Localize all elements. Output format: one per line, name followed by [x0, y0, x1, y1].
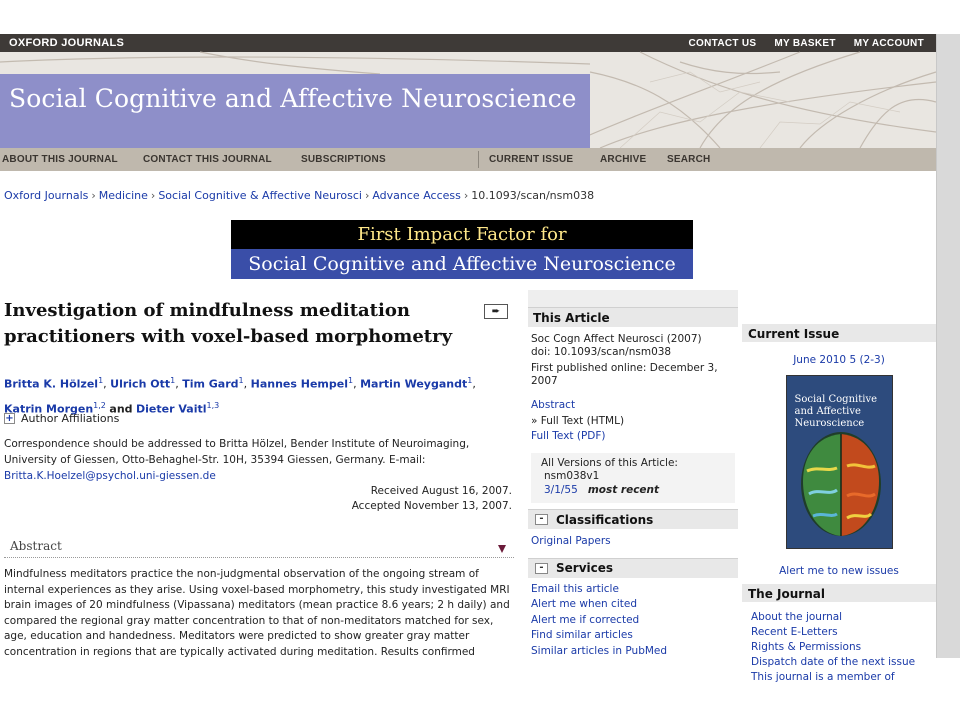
- article-title: Investigation of mindfulness meditation practitioners with voxel-based morphometry: [4, 300, 453, 347]
- doi: doi: 10.1093/scan/nsm038: [531, 346, 672, 358]
- email-article-link[interactable]: Email this article: [531, 582, 619, 595]
- classifications-heading[interactable]: [528, 509, 738, 529]
- alert-new-issues-link[interactable]: Alert me to new issues: [779, 565, 899, 577]
- recent-eletters-link[interactable]: Recent E-Letters: [751, 626, 838, 638]
- main-nav: [0, 148, 936, 171]
- my-basket-link[interactable]: MY BASKET: [774, 38, 836, 49]
- breadcrumb-medicine[interactable]: Medicine: [98, 189, 148, 202]
- author-affil-number: 1: [467, 376, 473, 385]
- author-link[interactable]: Ulrich Ott: [110, 377, 171, 391]
- versions-label: All Versions of this Article:: [541, 456, 678, 469]
- top-bar: [0, 34, 936, 52]
- correspondence: [4, 436, 514, 484]
- received-date: Received August 16, 2007.: [370, 485, 512, 497]
- impact-factor-banner[interactable]: [231, 220, 693, 279]
- author-affil-number: 1: [238, 376, 244, 385]
- journal-cover-image[interactable]: [786, 375, 893, 549]
- brain-illustration: [787, 376, 894, 550]
- version-note: most recent: [587, 483, 660, 496]
- abstract-divider: [4, 557, 514, 558]
- nav-subscriptions[interactable]: SUBSCRIPTIONS: [301, 154, 386, 165]
- full-text-html-current: » Full Text (HTML): [531, 414, 625, 427]
- version-id: nsm038v1: [544, 470, 600, 482]
- author-link[interactable]: Britta K. Hölzel: [4, 377, 99, 391]
- account-links: [689, 38, 924, 49]
- current-issue-link[interactable]: June 2010 5 (2-3): [793, 354, 885, 366]
- article-tools-column: [528, 290, 738, 659]
- minus-icon[interactable]: -: [535, 563, 548, 574]
- alert-cited-link[interactable]: Alert me when cited: [531, 598, 637, 610]
- cover-title: Social Cognitive and Affective Neuroscience: [794, 394, 878, 429]
- author-list: Britta K. Hölzel$^1$, Ulrich Ott$^1$, Tim Gard$^1$, Hannes Hempel$^1$, Martin Weygandt$^1$, Katrin Morgen$^{1,2}$ and Dieter Vaitl$^{1,3}$: [4, 376, 476, 416]
- author-email-link[interactable]: Britta.K.Hoelzel@psychol.uni-giessen.de: [4, 470, 216, 482]
- article-dates: [352, 484, 512, 514]
- plus-icon[interactable]: +: [5, 413, 14, 424]
- author-affiliations-toggle[interactable]: [4, 412, 119, 425]
- services-heading[interactable]: [528, 558, 738, 578]
- version-row: [541, 484, 735, 498]
- author-link[interactable]: Dieter Vaitl: [136, 402, 207, 416]
- correspondence-text: Correspondence should be addressed to Britta Hölzel, Bender Institute of Neuroimaging, University of Giessen, Otto-Behaghel-Str. 10H, 35394 Giessen, Germany. E-mail:: [4, 438, 470, 466]
- journal-title-box: [0, 74, 590, 148]
- journal-title[interactable]: Social Cognitive and Affective Neuroscience: [9, 84, 577, 113]
- author-affil-number: 1: [348, 376, 354, 385]
- author-affiliations-label[interactable]: Author Affiliations: [21, 412, 120, 425]
- my-account-link[interactable]: MY ACCOUNT: [853, 38, 924, 49]
- nav-about-journal[interactable]: ABOUT THIS JOURNAL: [2, 154, 118, 165]
- oxford-journals-logo[interactable]: OXFORD JOURNALS: [9, 37, 125, 49]
- nav-contact-journal[interactable]: CONTACT THIS JOURNAL: [143, 154, 272, 165]
- find-similar-link[interactable]: Find similar articles: [531, 629, 633, 641]
- journal-links: [742, 610, 936, 685]
- breadcrumb-oxford-journals[interactable]: Oxford Journals: [4, 189, 89, 202]
- accepted-date: Accepted November 13, 2007.: [351, 500, 512, 512]
- current-issue-heading: Current Issue: [742, 324, 936, 344]
- services-links: [528, 582, 738, 660]
- version-date-link[interactable]: 3/1/55: [544, 483, 578, 496]
- services-label: Services: [556, 561, 614, 575]
- dispatch-date-link[interactable]: Dispatch date of the next issue: [751, 656, 916, 668]
- journal-member-link[interactable]: This journal is a member of: [751, 671, 895, 683]
- nav-current-issue[interactable]: CURRENT ISSUE: [489, 154, 574, 165]
- citation: Soc Cogn Affect Neurosci (2007): [531, 333, 702, 345]
- author-link[interactable]: Katrin Morgen: [4, 402, 94, 416]
- author-link[interactable]: Hannes Hempel: [250, 377, 348, 391]
- share-arrow-icon[interactable]: ➨: [484, 304, 508, 319]
- minus-icon[interactable]: -: [535, 514, 548, 525]
- nav-divider: [478, 151, 479, 168]
- promo-line-1: First Impact Factor for: [231, 220, 693, 249]
- abstract-text: Mindfulness meditators practice the non-judgmental observation of the ongoing stream of internal experiences as they arise. Using voxel-based morphometry, this study investigated MRI brain images of 20 mindfulness (Vipassana) meditators (mean practice 8.6 years; 2 h daily) and compared the regional gray matter concentration to that of non-meditators matched for sex, age, education and handedness. Meditators were predicted to show greater gray matter concentration in regions that are typically activated during meditation. Results confirmed: [4, 568, 510, 658]
- full-text-pdf-link[interactable]: Full Text (PDF): [531, 430, 606, 442]
- breadcrumb: Oxford Journals › Medicine › Social Cognitive & Affective Neurosci › Advance Access › 10.1093/scan/nsm038: [4, 189, 595, 202]
- about-journal-link[interactable]: About the journal: [751, 611, 843, 623]
- article-format-links: [528, 398, 738, 445]
- abstract-link[interactable]: Abstract: [531, 399, 576, 411]
- first-published: First published online: December 3, 2007: [531, 362, 718, 387]
- author-affil-number: 1: [98, 376, 104, 385]
- triangle-down-icon[interactable]: [498, 545, 506, 553]
- original-papers-link[interactable]: Original Papers: [531, 535, 611, 547]
- author-link[interactable]: Martin Weygandt: [360, 377, 468, 391]
- breadcrumb-advance-access[interactable]: Advance Access: [372, 189, 461, 202]
- author-and: and: [109, 402, 133, 416]
- author-affil-number: 1: [170, 376, 176, 385]
- nav-search[interactable]: SEARCH: [667, 154, 711, 165]
- promo-line-2: Social Cognitive and Affective Neuroscience: [231, 249, 693, 279]
- breadcrumb-doi: 10.1093/scan/nsm038: [471, 189, 595, 202]
- browser-viewport: [0, 34, 936, 683]
- citation-block: [528, 333, 738, 388]
- nav-archive[interactable]: ARCHIVE: [600, 154, 647, 165]
- page-scrollbar[interactable]: [936, 34, 960, 658]
- column-spacer: [528, 290, 738, 307]
- article-versions: [531, 453, 735, 504]
- contact-us-link[interactable]: CONTACT US: [688, 38, 757, 49]
- rights-permissions-link[interactable]: Rights & Permissions: [751, 641, 862, 653]
- author-link[interactable]: Tim Gard: [182, 377, 239, 391]
- abstract-heading: Abstract: [10, 539, 62, 553]
- breadcrumb-journal[interactable]: Social Cognitive & Affective Neurosci: [158, 189, 362, 202]
- journal-banner: [0, 52, 936, 148]
- the-journal-heading: The Journal: [742, 584, 936, 604]
- this-article-heading: This Article: [528, 307, 738, 327]
- similar-pubmed-link[interactable]: Similar articles in PubMed: [531, 644, 668, 657]
- classifications-label: Classifications: [556, 512, 654, 527]
- alert-corrected-link[interactable]: Alert me if corrected: [531, 613, 640, 626]
- author-affil-number: 1,2: [93, 400, 106, 410]
- journal-info-column: [742, 324, 936, 685]
- author-affil-number: 1,3: [206, 400, 220, 410]
